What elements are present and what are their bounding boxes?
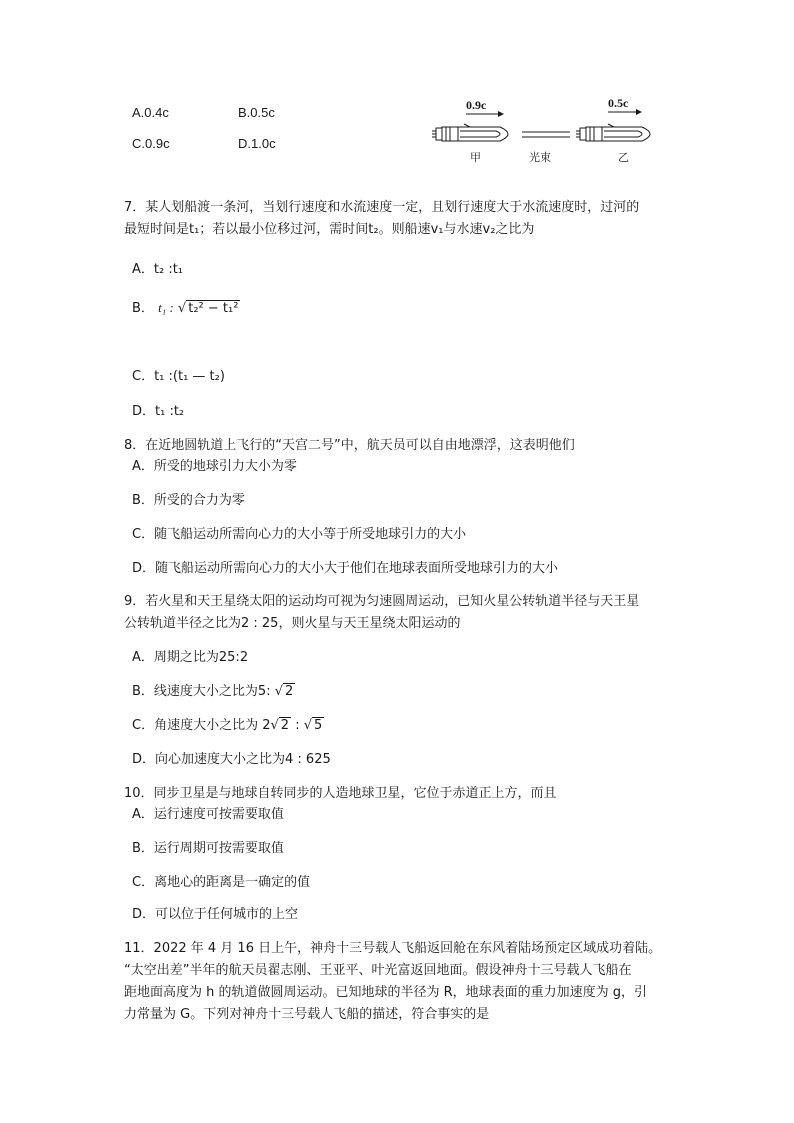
q10-option-c: C．离地心的距离是一确定的值 [132, 875, 311, 890]
q9-option-b-text: B．线速度大小之比为5: [132, 684, 271, 699]
spaceship-diagram [430, 94, 660, 174]
q7-option-b-prefix: B． [132, 301, 154, 316]
q7-stem-line2: 最短时间是t₁；若以最小位移过河，需时间t₂。则船速v₁与水速v₂之比为 [124, 222, 535, 237]
q9-option-c-colon: : [295, 718, 300, 733]
left-arrowhead [498, 111, 504, 117]
q11-stem-line4: 力常量为 G。下列对神舟十三号载人飞船的描述，符合事实的是 [124, 1007, 490, 1022]
q7-option-c: C．t₁ :(t₁ — t₂) [132, 369, 225, 384]
q9-option-c-radicand-1: 2 [280, 718, 290, 733]
q9-option-a: A．周期之比为25:2 [132, 650, 249, 665]
q6-option-a: A.0.4c [132, 105, 169, 120]
right-spaceship-icon [576, 124, 650, 141]
q7-option-d: D．t₁ :t₂ [132, 404, 185, 419]
q9-option-b [132, 683, 295, 701]
q9-stem-line2: 公转轨道半径之比为2 : 25，则火星与天王星绕太阳运动的 [124, 616, 461, 631]
q9-option-c [132, 717, 324, 735]
right-arrowhead [636, 109, 642, 115]
q10-option-b: B．运行周期可按需要取值 [132, 841, 284, 856]
q10-stem: 10．同步卫星是与地球自转同步的人造地球卫星，它位于赤道正上方，而且 [124, 786, 557, 801]
q10-option-d: D．可以位于任何城市的上空 [132, 907, 299, 922]
q7-option-b-ratio: t₁ : [158, 300, 174, 315]
q8-option-c: C．随飞船运动所需向心力的大小等于所受地球引力的大小 [132, 527, 467, 542]
light-beam-label: 光束 [529, 151, 551, 164]
q9-option-d: D．向心加速度大小之比为4 : 625 [132, 752, 331, 767]
left-ship-label: 甲 [470, 151, 481, 164]
q11-stem-line2: “太空出差”半年的航天员翟志刚、王亚平、叶光富返回地面。假设神舟十三号载人飞船在 [124, 963, 632, 978]
spaceship-figure [430, 94, 660, 174]
q8-option-a: A．所受的地球引力大小为零 [132, 459, 297, 474]
sqrt-icon: √ [177, 301, 187, 316]
q9-option-c-text: C．角速度大小之比为 2 [132, 718, 271, 733]
q7-option-a: A．t₂ :t₁ [132, 262, 184, 277]
right-ship-label: 乙 [618, 151, 629, 164]
sqrt-icon: √ [274, 684, 284, 699]
q6-option-c: C.0.9c [132, 136, 170, 151]
q6-option-d: D.1.0c [238, 136, 276, 151]
q10-option-a: A．运行速度可按需要取值 [132, 807, 284, 822]
left-speed-label: 0.9c [466, 98, 487, 112]
q9-option-c-radicand-2: 5 [314, 718, 323, 733]
right-speed-label: 0.5c [608, 96, 629, 110]
left-spaceship-icon [432, 124, 508, 141]
q11-stem-line3: 距地面高度为 h 的轨道做圆周运动。已知地球的半径为 R，地球表面的重力加速度为 g，引 [124, 985, 648, 1000]
q8-stem: 8．在近地圆轨道上飞行的“天宫二号”中，航天员可以自由地漂浮，这表明他们 [124, 438, 575, 453]
q11-stem-line1: 11．2022 年 4 月 16 日上午，神舟十三号载人飞船返回舱在东风着陆场预定区域成功着陆。 [124, 941, 662, 956]
q7-option-b-radicand: t₂² − t₁² [188, 301, 239, 316]
sqrt-icon: √ [270, 718, 279, 733]
q7-option-b [132, 299, 240, 318]
q8-option-b: B．所受的合力为零 [132, 493, 245, 508]
q9-option-b-radicand: 2 [285, 684, 294, 699]
q9-stem-line1: 9．若火星和天王星绕太阳的运动均可视为匀速圆周运动，已知火星公转轨道半径与天王星 [124, 594, 640, 609]
q6-option-b: B.0.5c [238, 105, 275, 120]
q8-option-d: D．随飞船运动所需向心力的大小大于他们在地球表面所受地球引力的大小 [132, 561, 559, 576]
q7-stem-line1: 7．某人划船渡一条河，当划行速度和水流速度一定，且划行速度大于水流速度时，过河的 [124, 200, 640, 215]
sqrt-icon: √ [303, 718, 313, 733]
